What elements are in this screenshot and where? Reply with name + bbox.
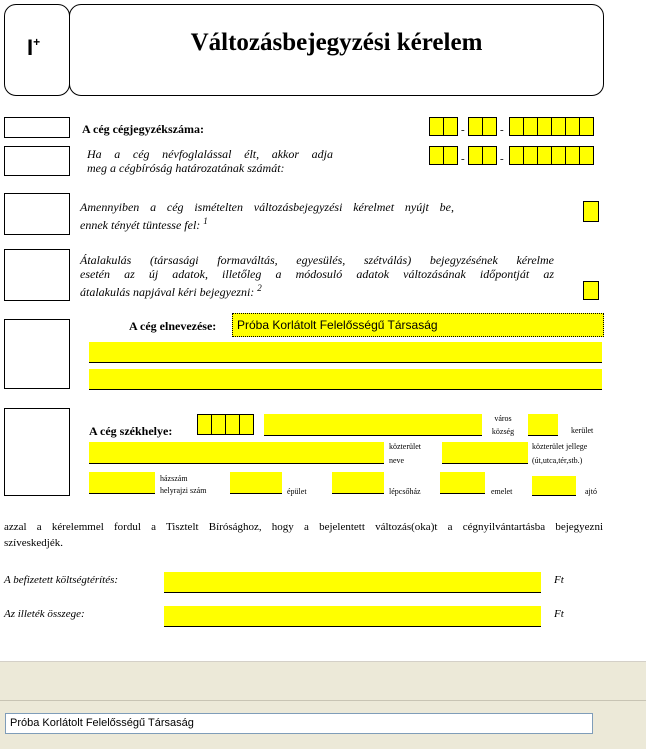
bottom-panel	[0, 662, 646, 749]
checkbox-transform[interactable]	[4, 249, 70, 301]
name-reg-text: Ha a cég névfoglalással élt, akkor adja	[87, 147, 333, 161]
door-label: ajtó	[585, 487, 597, 496]
company-reg-part2[interactable]	[468, 117, 497, 136]
district-label: kerület	[571, 426, 594, 435]
floor-field[interactable]	[440, 472, 485, 494]
duty-currency: Ft	[554, 608, 564, 620]
form-code-sup: +	[33, 35, 41, 49]
status-field[interactable]: Próba Korlátolt Felelősségű Társaság	[5, 713, 593, 734]
transform-text-2: esetén az új adatok, illetőleg a módosuló adatok változásának időpontját az	[80, 267, 554, 281]
checkbox-name-reg[interactable]	[4, 146, 70, 176]
seat-postcode[interactable]	[197, 414, 254, 435]
company-name-line-2[interactable]	[89, 342, 602, 363]
street-type-field[interactable]	[442, 442, 528, 464]
company-name-line-3[interactable]	[89, 369, 602, 390]
door-field[interactable]	[532, 476, 576, 496]
checkbox-company-name[interactable]	[4, 319, 70, 389]
company-name-field[interactable]: Próba Korlátolt Felelősségű Társaság	[232, 313, 604, 337]
page-title: Változásbejegyzési kérelem	[190, 29, 483, 56]
name-reg-part2[interactable]	[468, 146, 497, 165]
repeat-field[interactable]	[583, 201, 599, 222]
seat-city-field[interactable]	[264, 414, 482, 436]
cost-currency: Ft	[554, 574, 564, 586]
statement-text-2: szíveskedjék.	[4, 537, 63, 549]
form-code-box	[4, 4, 70, 96]
building-label: épület	[287, 487, 307, 496]
house-number-label: házszám helyrajzi szám	[160, 474, 207, 495]
name-reg-part3[interactable]	[509, 146, 594, 165]
street-name-label: közterület neve	[389, 442, 421, 465]
street-name-field[interactable]	[89, 442, 384, 464]
checkbox-seat[interactable]	[4, 408, 70, 496]
company-reg-part1[interactable]	[429, 117, 458, 136]
transform-text-1: Átalakulás (társasági formaváltás, egyesülés, szétválás) bejegyzésének kérelme	[80, 253, 554, 267]
company-reg-part3[interactable]	[509, 117, 594, 136]
seat-label: A cég székhelye:	[89, 424, 173, 438]
cost-field[interactable]	[164, 572, 541, 593]
checkbox-company-reg[interactable]	[4, 117, 70, 138]
transform-text-3: átalakulás napjával kéri bejegyezni: $^2$	[80, 283, 262, 299]
duty-field[interactable]	[164, 606, 541, 627]
building-field[interactable]	[230, 472, 282, 494]
duty-label: Az illeték összege:	[4, 608, 85, 620]
name-reg-text-2: meg a cégbíróság határozatának számát:	[87, 161, 285, 175]
title-box	[69, 4, 604, 96]
repeat-text-2: ennek tényét tüntesse fel: $^1$	[80, 216, 208, 232]
bottom-panel-divider	[0, 700, 646, 701]
name-reg-part1[interactable]	[429, 146, 458, 165]
house-number-field[interactable]	[89, 472, 155, 494]
floor-label: emelet	[491, 487, 513, 496]
staircase-field[interactable]	[332, 472, 384, 494]
transform-field[interactable]	[583, 281, 599, 300]
form-code: I	[27, 35, 34, 60]
city-label: város község	[491, 414, 515, 436]
company-name-label: A cég elnevezése:	[129, 319, 217, 333]
company-reg-label: A cég cégjegyzékszáma:	[82, 122, 204, 136]
staircase-label: lépcsőház	[389, 487, 421, 496]
street-type-label: közterület jellege (út,utca,tér,stb.)	[532, 442, 588, 465]
seat-district-field[interactable]	[528, 414, 558, 436]
cost-label: A befizetett költségtérítés:	[4, 574, 119, 586]
repeat-text: Amennyiben a cég ismételten változásbejegyzési kérelmet nyújt be,	[80, 200, 454, 214]
statement-text-1: azzal a kérelemmel fordul a Tisztelt Bírósághoz, hogy a bejelentett változás(oka)t a cégnyilvántartásba bejegyezni	[4, 521, 603, 533]
checkbox-repeat[interactable]	[4, 193, 70, 235]
